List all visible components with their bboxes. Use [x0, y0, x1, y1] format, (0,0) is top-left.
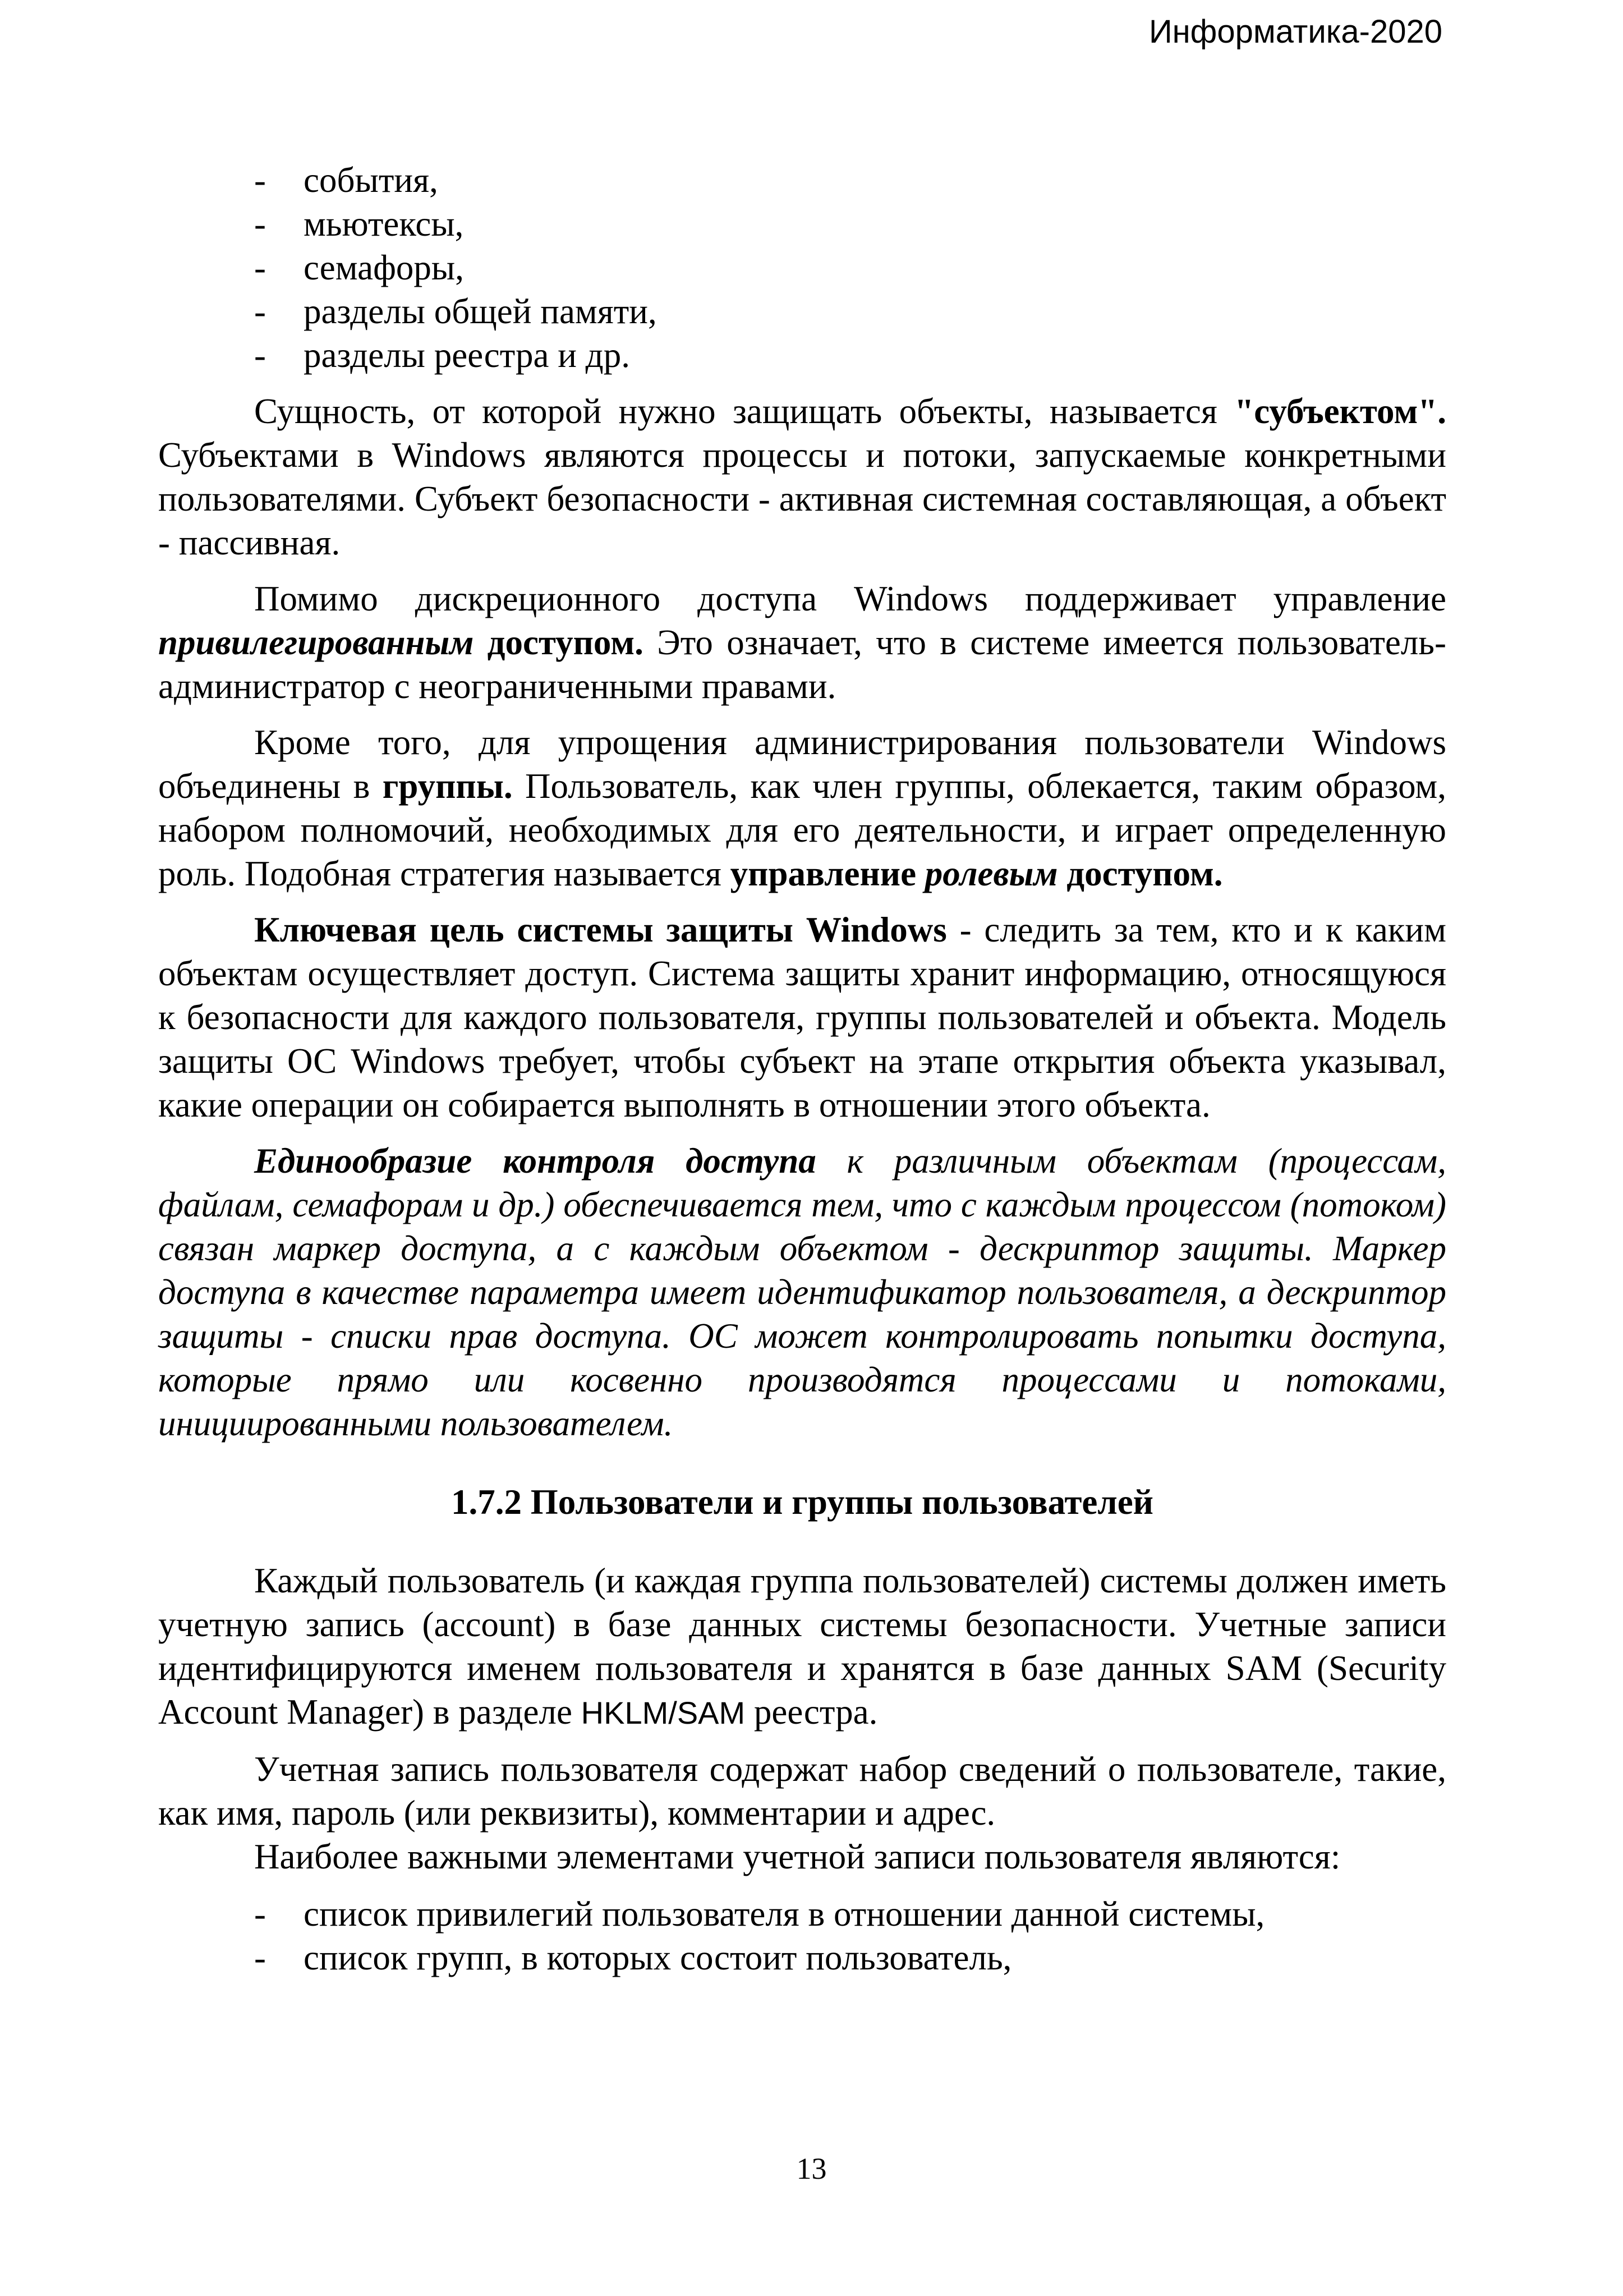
list-item: - разделы реестра и др. — [158, 333, 1446, 377]
list-dash: - — [254, 292, 266, 331]
list-dash: - — [254, 1938, 266, 1977]
list-dash: - — [254, 204, 266, 244]
list-dash: - — [254, 160, 266, 200]
paragraph-uniform-access-control: Единообразие контроля доступа к различным объектам (процессам, файлам, семафорам и др.) обеспечивается тем, что с каждым процессом (потоком) связан маркер доступа, а с каждым объектом - дескриптор защиты. Маркер доступа в качестве параметра имеет идентификатор пользователя, а дескриптор защиты - списки прав доступа. ОС может контролировать попытки доступа, которые прямо или косвенно производятся процессами и потоками, инициированными пользователем. — [158, 1141, 1446, 1443]
object-types-list — [158, 158, 1446, 377]
page-number: 13 — [796, 2152, 827, 2185]
running-header: Информатика-2020 — [1148, 13, 1442, 50]
account-elements-list — [158, 1892, 1446, 1980]
paragraph-account-elements-intro: Наиболее важными элементами учетной записи пользователя являются: — [254, 1837, 1341, 1876]
list-item: - список групп, в которых состоит пользователь, — [158, 1936, 1446, 1980]
list-item: - мьютексы, — [158, 202, 1446, 246]
section-heading: 1.7.2 Пользователи и группы пользователей — [451, 1482, 1153, 1522]
list-dash: - — [254, 1894, 266, 1934]
list-dash: - — [254, 336, 266, 375]
paragraph-accounts: Каждый пользователь (и каждая группа пользователей) системы должен иметь учетную запись (account) в базе данных системы безопасности. Учетные записи идентифицируются именем пользователя и хранятся в базе данных SAM (Security Account Manager) в разделе HKLM/SAM реестра. — [158, 1561, 1446, 1732]
list-item: - список привилегий пользователя в отношении данной системы, — [158, 1892, 1446, 1936]
paragraph-account-contents: Учетная запись пользователя содержат набор сведений о пользователе, такие, как имя, пароль (или реквизиты), комментарии и адрес. — [158, 1749, 1446, 1833]
list-item: - семафоры, — [158, 246, 1446, 290]
paragraph-groups: Кроме того, для упрощения администрирования пользователи Windows объединены в группы. Пользователь, как член группы, облекается, таким образом, набором полномочий, необходимых для его деятельности, и играет определенную роль. Подобная стратегия называется управление ролевым доступом. — [158, 723, 1446, 893]
list-item: - разделы общей памяти, — [158, 290, 1446, 333]
paragraph-key-goal: Ключевая цель системы защиты Windows - следить за тем, кто и к каким объектам осуществляет доступ. Система защиты хранит информацию, относящуюся к безопасности для каждого пользователя, группы пользователей и объекта. Модель защиты ОС Windows требует, чтобы субъект на этапе открытия объекта указывал, какие операции он собирается выполнять в отношении этого объекта. — [158, 910, 1446, 1124]
paragraph-subject: Сущность, от которой нужно защищать объекты, называется "субъектом". Субъектами в Windows являются процессы и потоки, запускаемые конкретными пользователями. Субъект безопасности - активная системная составляющая, а объект - пассивная. — [158, 392, 1446, 562]
page-body — [158, 158, 1446, 1980]
paragraph-privileged-access: Помимо дискреционного доступа Windows поддерживает управление привилегированным доступом. Это означает, что в системе имеется пользователь-администратор с неограниченными правами. — [158, 579, 1446, 706]
list-item: - события, — [158, 158, 1446, 202]
list-dash: - — [254, 248, 266, 287]
